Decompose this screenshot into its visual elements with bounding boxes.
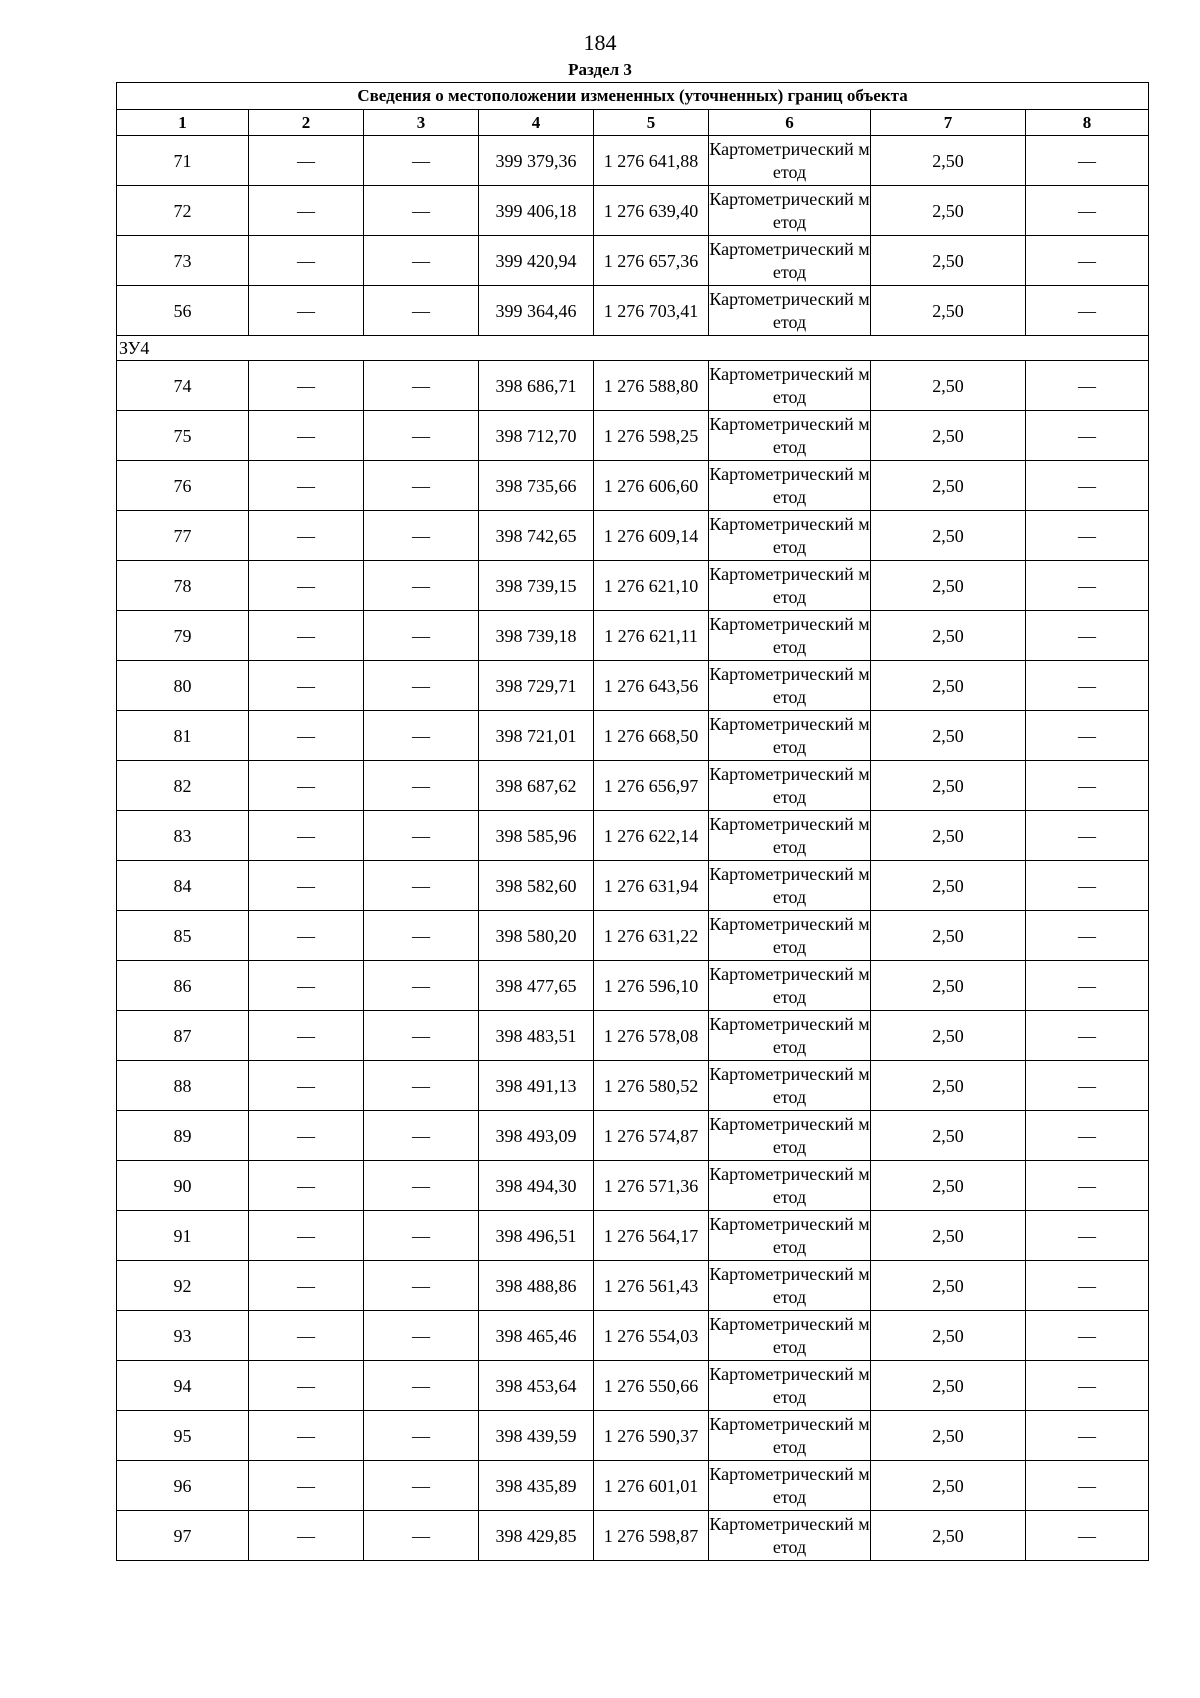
x-coordinate-cell: 398 453,64: [479, 1361, 594, 1411]
column-2-cell: —: [249, 1061, 364, 1111]
column-3-cell: —: [364, 561, 479, 611]
method-cell: Картометрический метод: [709, 461, 871, 511]
x-coordinate-cell: 398 488,86: [479, 1261, 594, 1311]
page-number: 184: [583, 30, 617, 55]
column-2-cell: —: [249, 1411, 364, 1461]
table-row: [117, 1211, 1149, 1261]
y-coordinate-cell: 1 276 554,03: [594, 1311, 709, 1361]
table-row: [117, 661, 1149, 711]
point-number-cell: 72: [117, 186, 249, 236]
x-coordinate-cell: 398 739,18: [479, 611, 594, 661]
column-3-cell: —: [364, 1211, 479, 1261]
x-coordinate-cell: 398 580,20: [479, 911, 594, 961]
column-2-cell: —: [249, 411, 364, 461]
column-3-cell: —: [364, 861, 479, 911]
column-number: 1: [117, 110, 249, 136]
column-8-cell: —: [1026, 661, 1149, 711]
y-coordinate-cell: 1 276 609,14: [594, 511, 709, 561]
point-number-cell: 90: [117, 1161, 249, 1211]
column-number-row: [117, 110, 1149, 136]
method-cell: Картометрический метод: [709, 1061, 871, 1111]
column-3-cell: —: [364, 236, 479, 286]
group-header-row: [117, 336, 1149, 361]
point-number-cell: 75: [117, 411, 249, 461]
column-8-cell: —: [1026, 1061, 1149, 1111]
column-2-cell: —: [249, 1211, 364, 1261]
column-2-cell: —: [249, 861, 364, 911]
column-3-cell: —: [364, 511, 479, 561]
x-coordinate-cell: 398 494,30: [479, 1161, 594, 1211]
method-cell: Картометрический метод: [709, 411, 871, 461]
y-coordinate-cell: 1 276 621,10: [594, 561, 709, 611]
column-8-cell: —: [1026, 511, 1149, 561]
column-3-cell: —: [364, 1261, 479, 1311]
point-number-cell: 73: [117, 236, 249, 286]
accuracy-cell: 2,50: [871, 136, 1026, 186]
y-coordinate-cell: 1 276 631,94: [594, 861, 709, 911]
accuracy-cell: 2,50: [871, 1461, 1026, 1511]
column-3-cell: —: [364, 1111, 479, 1161]
column-8-cell: —: [1026, 286, 1149, 336]
method-cell: Картометрический метод: [709, 1311, 871, 1361]
column-2-cell: —: [249, 186, 364, 236]
accuracy-cell: 2,50: [871, 811, 1026, 861]
table-row: [117, 1061, 1149, 1111]
column-8-cell: —: [1026, 1511, 1149, 1561]
table-row: [117, 136, 1149, 186]
accuracy-cell: 2,50: [871, 1361, 1026, 1411]
x-coordinate-cell: 398 686,71: [479, 361, 594, 411]
point-number-cell: 82: [117, 761, 249, 811]
table-row: [117, 1161, 1149, 1211]
method-cell: Картометрический метод: [709, 911, 871, 961]
column-8-cell: —: [1026, 1161, 1149, 1211]
y-coordinate-cell: 1 276 561,43: [594, 1261, 709, 1311]
column-8-cell: —: [1026, 1111, 1149, 1161]
column-2-cell: —: [249, 1361, 364, 1411]
column-2-cell: —: [249, 911, 364, 961]
method-cell: Картометрический метод: [709, 361, 871, 411]
table-row: [117, 511, 1149, 561]
column-number: 5: [594, 110, 709, 136]
y-coordinate-cell: 1 276 631,22: [594, 911, 709, 961]
accuracy-cell: 2,50: [871, 961, 1026, 1011]
table-caption: Сведения о местоположении измененных (уточненных) границ объекта: [117, 83, 1149, 110]
column-8-cell: —: [1026, 411, 1149, 461]
x-coordinate-cell: 398 435,89: [479, 1461, 594, 1511]
column-8-cell: —: [1026, 1411, 1149, 1461]
y-coordinate-cell: 1 276 601,01: [594, 1461, 709, 1511]
x-coordinate-cell: 398 712,70: [479, 411, 594, 461]
column-3-cell: —: [364, 611, 479, 661]
table-row: [117, 961, 1149, 1011]
column-2-cell: —: [249, 1011, 364, 1061]
point-number-cell: 76: [117, 461, 249, 511]
column-8-cell: —: [1026, 1211, 1149, 1261]
y-coordinate-cell: 1 276 668,50: [594, 711, 709, 761]
point-number-cell: 85: [117, 911, 249, 961]
point-number-cell: 79: [117, 611, 249, 661]
column-3-cell: —: [364, 761, 479, 811]
point-number-cell: 93: [117, 1311, 249, 1361]
column-3-cell: —: [364, 186, 479, 236]
y-coordinate-cell: 1 276 657,36: [594, 236, 709, 286]
point-number-cell: 94: [117, 1361, 249, 1411]
table-row: [117, 761, 1149, 811]
table-row: [117, 911, 1149, 961]
y-coordinate-cell: 1 276 564,17: [594, 1211, 709, 1261]
column-2-cell: —: [249, 136, 364, 186]
column-8-cell: —: [1026, 236, 1149, 286]
table-row: [117, 811, 1149, 861]
column-3-cell: —: [364, 361, 479, 411]
method-cell: Картометрический метод: [709, 1011, 871, 1061]
method-cell: Картометрический метод: [709, 811, 871, 861]
accuracy-cell: 2,50: [871, 1511, 1026, 1561]
y-coordinate-cell: 1 276 596,10: [594, 961, 709, 1011]
x-coordinate-cell: 398 582,60: [479, 861, 594, 911]
column-2-cell: —: [249, 286, 364, 336]
y-coordinate-cell: 1 276 580,52: [594, 1061, 709, 1111]
table-row: [117, 861, 1149, 911]
method-cell: Картометрический метод: [709, 186, 871, 236]
x-coordinate-cell: 398 496,51: [479, 1211, 594, 1261]
method-cell: Картометрический метод: [709, 1461, 871, 1511]
method-cell: Картометрический метод: [709, 236, 871, 286]
column-8-cell: —: [1026, 1311, 1149, 1361]
x-coordinate-cell: 398 477,65: [479, 961, 594, 1011]
table-row: [117, 186, 1149, 236]
column-2-cell: —: [249, 561, 364, 611]
accuracy-cell: 2,50: [871, 461, 1026, 511]
column-2-cell: —: [249, 961, 364, 1011]
accuracy-cell: 2,50: [871, 1061, 1026, 1111]
point-number-cell: 81: [117, 711, 249, 761]
column-number: 4: [479, 110, 594, 136]
method-cell: Картометрический метод: [709, 961, 871, 1011]
column-8-cell: —: [1026, 461, 1149, 511]
table-row: [117, 1111, 1149, 1161]
x-coordinate-cell: 398 439,59: [479, 1411, 594, 1461]
point-number-cell: 78: [117, 561, 249, 611]
column-2-cell: —: [249, 361, 364, 411]
point-number-cell: 97: [117, 1511, 249, 1561]
x-coordinate-cell: 399 364,46: [479, 286, 594, 336]
x-coordinate-cell: 399 420,94: [479, 236, 594, 286]
column-8-cell: —: [1026, 811, 1149, 861]
y-coordinate-cell: 1 276 578,08: [594, 1011, 709, 1061]
table-caption-row: [117, 83, 1149, 110]
table-row: [117, 1361, 1149, 1411]
x-coordinate-cell: 398 742,65: [479, 511, 594, 561]
x-coordinate-cell: 399 379,36: [479, 136, 594, 186]
x-coordinate-cell: 398 721,01: [479, 711, 594, 761]
point-number-cell: 56: [117, 286, 249, 336]
x-coordinate-cell: 398 687,62: [479, 761, 594, 811]
table-row: [117, 1511, 1149, 1561]
method-cell: Картометрический метод: [709, 1111, 871, 1161]
x-coordinate-cell: 398 739,15: [479, 561, 594, 611]
column-3-cell: —: [364, 661, 479, 711]
section-title: Раздел 3: [568, 60, 632, 79]
table-row: [117, 286, 1149, 336]
x-coordinate-cell: 398 735,66: [479, 461, 594, 511]
column-2-cell: —: [249, 661, 364, 711]
table-row: [117, 1461, 1149, 1511]
column-number: 8: [1026, 110, 1149, 136]
x-coordinate-cell: 398 483,51: [479, 1011, 594, 1061]
method-cell: Картометрический метод: [709, 611, 871, 661]
y-coordinate-cell: 1 276 598,25: [594, 411, 709, 461]
column-2-cell: —: [249, 1261, 364, 1311]
column-2-cell: —: [249, 1111, 364, 1161]
x-coordinate-cell: 398 429,85: [479, 1511, 594, 1561]
column-8-cell: —: [1026, 961, 1149, 1011]
method-cell: Картометрический метод: [709, 1211, 871, 1261]
accuracy-cell: 2,50: [871, 1261, 1026, 1311]
y-coordinate-cell: 1 276 621,11: [594, 611, 709, 661]
x-coordinate-cell: 398 585,96: [479, 811, 594, 861]
accuracy-cell: 2,50: [871, 1211, 1026, 1261]
method-cell: Картометрический метод: [709, 511, 871, 561]
y-coordinate-cell: 1 276 656,97: [594, 761, 709, 811]
accuracy-cell: 2,50: [871, 1311, 1026, 1361]
point-number-cell: 91: [117, 1211, 249, 1261]
y-coordinate-cell: 1 276 622,14: [594, 811, 709, 861]
y-coordinate-cell: 1 276 571,36: [594, 1161, 709, 1211]
y-coordinate-cell: 1 276 588,80: [594, 361, 709, 411]
accuracy-cell: 2,50: [871, 1011, 1026, 1061]
point-number-cell: 96: [117, 1461, 249, 1511]
point-number-cell: 95: [117, 1411, 249, 1461]
accuracy-cell: 2,50: [871, 611, 1026, 661]
column-8-cell: —: [1026, 611, 1149, 661]
method-cell: Картометрический метод: [709, 286, 871, 336]
column-2-cell: —: [249, 761, 364, 811]
accuracy-cell: 2,50: [871, 1161, 1026, 1211]
method-cell: Картометрический метод: [709, 561, 871, 611]
accuracy-cell: 2,50: [871, 361, 1026, 411]
column-8-cell: —: [1026, 186, 1149, 236]
accuracy-cell: 2,50: [871, 1411, 1026, 1461]
y-coordinate-cell: 1 276 639,40: [594, 186, 709, 236]
column-number: 2: [249, 110, 364, 136]
accuracy-cell: 2,50: [871, 761, 1026, 811]
table-row: [117, 611, 1149, 661]
column-3-cell: —: [364, 1361, 479, 1411]
point-number-cell: 74: [117, 361, 249, 411]
point-number-cell: 89: [117, 1111, 249, 1161]
method-cell: Картометрический метод: [709, 1361, 871, 1411]
accuracy-cell: 2,50: [871, 1111, 1026, 1161]
table-row: [117, 1311, 1149, 1361]
y-coordinate-cell: 1 276 643,56: [594, 661, 709, 711]
x-coordinate-cell: 398 729,71: [479, 661, 594, 711]
table-row: [117, 236, 1149, 286]
accuracy-cell: 2,50: [871, 661, 1026, 711]
point-number-cell: 83: [117, 811, 249, 861]
point-number-cell: 92: [117, 1261, 249, 1311]
column-2-cell: —: [249, 1461, 364, 1511]
column-number: 3: [364, 110, 479, 136]
column-8-cell: —: [1026, 361, 1149, 411]
table-row: [117, 1011, 1149, 1061]
accuracy-cell: 2,50: [871, 561, 1026, 611]
x-coordinate-cell: 398 493,09: [479, 1111, 594, 1161]
y-coordinate-cell: 1 276 641,88: [594, 136, 709, 186]
column-3-cell: —: [364, 1411, 479, 1461]
column-2-cell: —: [249, 461, 364, 511]
column-3-cell: —: [364, 1161, 479, 1211]
column-3-cell: —: [364, 961, 479, 1011]
accuracy-cell: 2,50: [871, 911, 1026, 961]
accuracy-cell: 2,50: [871, 286, 1026, 336]
table-row: [117, 1411, 1149, 1461]
point-number-cell: 71: [117, 136, 249, 186]
table-row: [117, 561, 1149, 611]
column-3-cell: —: [364, 711, 479, 761]
column-8-cell: —: [1026, 1461, 1149, 1511]
column-2-cell: —: [249, 1161, 364, 1211]
column-3-cell: —: [364, 1011, 479, 1061]
group-label: ЗУ4: [117, 336, 1149, 361]
accuracy-cell: 2,50: [871, 186, 1026, 236]
column-number: 7: [871, 110, 1026, 136]
accuracy-cell: 2,50: [871, 511, 1026, 561]
method-cell: Картометрический метод: [709, 1511, 871, 1561]
x-coordinate-cell: 398 465,46: [479, 1311, 594, 1361]
y-coordinate-cell: 1 276 606,60: [594, 461, 709, 511]
column-3-cell: —: [364, 461, 479, 511]
column-3-cell: —: [364, 811, 479, 861]
column-3-cell: —: [364, 286, 479, 336]
method-cell: Картометрический метод: [709, 861, 871, 911]
table-row: [117, 1261, 1149, 1311]
accuracy-cell: 2,50: [871, 861, 1026, 911]
point-number-cell: 87: [117, 1011, 249, 1061]
method-cell: Картометрический метод: [709, 1161, 871, 1211]
column-8-cell: —: [1026, 1011, 1149, 1061]
column-2-cell: —: [249, 1311, 364, 1361]
accuracy-cell: 2,50: [871, 236, 1026, 286]
x-coordinate-cell: 399 406,18: [479, 186, 594, 236]
column-8-cell: —: [1026, 861, 1149, 911]
method-cell: Картометрический метод: [709, 661, 871, 711]
column-number: 6: [709, 110, 871, 136]
table-row: [117, 711, 1149, 761]
method-cell: Картометрический метод: [709, 711, 871, 761]
point-number-cell: 84: [117, 861, 249, 911]
column-3-cell: —: [364, 136, 479, 186]
column-2-cell: —: [249, 1511, 364, 1561]
x-coordinate-cell: 398 491,13: [479, 1061, 594, 1111]
column-3-cell: —: [364, 911, 479, 961]
y-coordinate-cell: 1 276 703,41: [594, 286, 709, 336]
column-2-cell: —: [249, 511, 364, 561]
method-cell: Картометрический метод: [709, 1411, 871, 1461]
column-8-cell: —: [1026, 561, 1149, 611]
column-3-cell: —: [364, 1311, 479, 1361]
column-3-cell: —: [364, 1061, 479, 1111]
table-row: [117, 411, 1149, 461]
point-number-cell: 88: [117, 1061, 249, 1111]
accuracy-cell: 2,50: [871, 411, 1026, 461]
column-2-cell: —: [249, 811, 364, 861]
column-3-cell: —: [364, 1461, 479, 1511]
method-cell: Картометрический метод: [709, 1261, 871, 1311]
y-coordinate-cell: 1 276 574,87: [594, 1111, 709, 1161]
column-2-cell: —: [249, 236, 364, 286]
table-row: [117, 361, 1149, 411]
column-8-cell: —: [1026, 911, 1149, 961]
y-coordinate-cell: 1 276 550,66: [594, 1361, 709, 1411]
column-8-cell: —: [1026, 711, 1149, 761]
y-coordinate-cell: 1 276 590,37: [594, 1411, 709, 1461]
column-2-cell: —: [249, 611, 364, 661]
column-8-cell: —: [1026, 136, 1149, 186]
point-number-cell: 80: [117, 661, 249, 711]
point-number-cell: 77: [117, 511, 249, 561]
method-cell: Картометрический метод: [709, 136, 871, 186]
method-cell: Картометрический метод: [709, 761, 871, 811]
column-8-cell: —: [1026, 761, 1149, 811]
point-number-cell: 86: [117, 961, 249, 1011]
column-3-cell: —: [364, 411, 479, 461]
table-row: [117, 461, 1149, 511]
column-8-cell: —: [1026, 1361, 1149, 1411]
column-2-cell: —: [249, 711, 364, 761]
column-8-cell: —: [1026, 1261, 1149, 1311]
y-coordinate-cell: 1 276 598,87: [594, 1511, 709, 1561]
boundary-coordinates-table: [116, 82, 1149, 1561]
accuracy-cell: 2,50: [871, 711, 1026, 761]
column-3-cell: —: [364, 1511, 479, 1561]
